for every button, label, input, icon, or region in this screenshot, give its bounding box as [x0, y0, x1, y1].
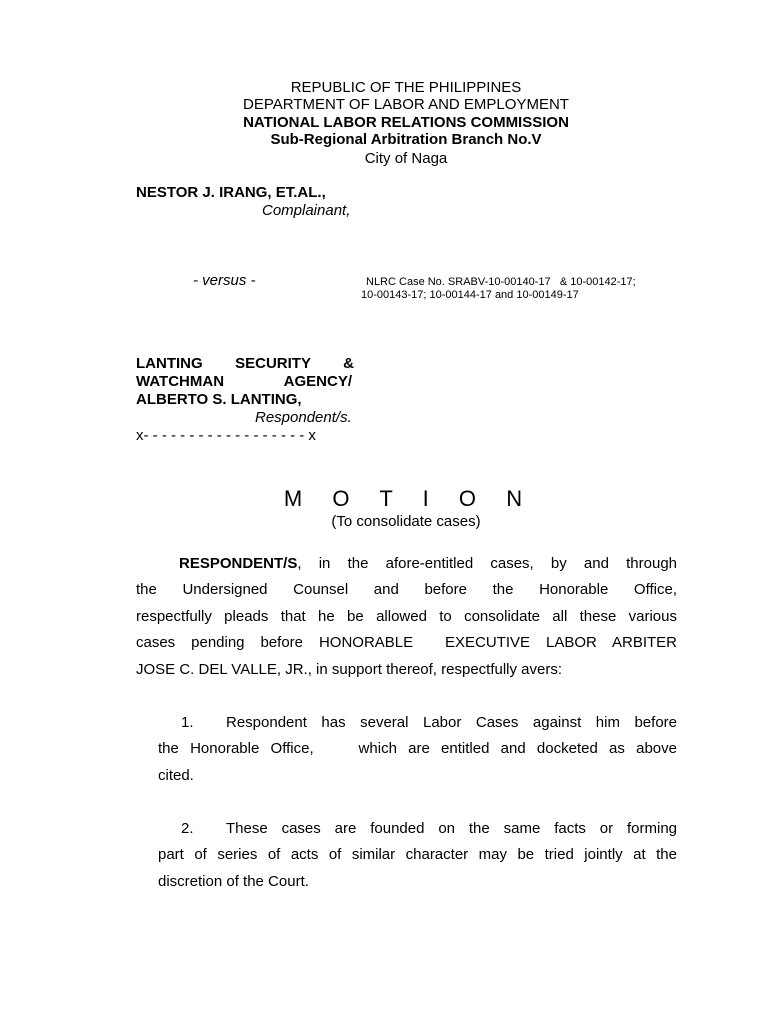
motion-subtitle: (To consolidate cases)	[331, 513, 481, 530]
intro-line1-rest: , in the afore-entitled cases, by and through	[297, 555, 677, 572]
respondent-line2: WATCHMAN AGENCY/	[136, 373, 352, 390]
intro-line3: respectfully pleads that he be allowed to consolidate all these various	[136, 608, 677, 625]
header-republic: REPUBLIC OF THE PHILIPPINES	[290, 79, 522, 96]
respondent-label: Respondent/s.	[255, 409, 352, 426]
item-2-line2: part of series of acts of similar character may be tried jointly at the	[158, 846, 677, 863]
header-branch: Sub-Regional Arbitration Branch No.V	[270, 131, 542, 148]
intro-line5: JOSE C. DEL VALLE, JR., in support thereof, respectfully avers:	[136, 661, 563, 678]
item-1-line1: Respondent has several Labor Cases against him before	[226, 714, 677, 731]
header-department: DEPARTMENT OF LABOR AND EMPLOYMENT	[243, 96, 569, 113]
intro-lead: RESPONDENT/S	[179, 555, 298, 572]
item-1-line3: cited.	[158, 767, 194, 784]
item-1-number: 1.	[181, 714, 194, 731]
versus-label: - versus -	[193, 272, 256, 289]
intro-line2: the Undersigned Counsel and before the Honorable Office,	[136, 581, 677, 598]
intro-line4: cases pending before HONORABLE EXECUTIVE LABOR ARBITER	[136, 634, 677, 651]
complainant-label: Complainant,	[262, 202, 351, 219]
respondent-line3: ALBERTO S. LANTING,	[136, 391, 302, 408]
respondent-line1: LANTING SECURITY &	[136, 355, 354, 372]
header-commission: NATIONAL LABOR RELATIONS COMMISSION	[243, 114, 569, 131]
intro-line1	[179, 555, 677, 572]
item-2-line3: discretion of the Court.	[158, 873, 309, 890]
item-1-line2: the Honorable Office, which are entitled and docketed as above	[158, 740, 677, 757]
header-city: City of Naga	[364, 150, 448, 167]
item-2-number: 2.	[181, 820, 194, 837]
item-2-line1: These cases are founded on the same facts or forming	[226, 820, 677, 837]
complainant-name: NESTOR J. IRANG, ET.AL.,	[136, 184, 326, 201]
caption-separator: x- - - - - - - - - - - - - - - - - - x	[136, 427, 316, 444]
case-number-line2: 10-00143-17; 10-00144-17 and 10-00149-17	[361, 289, 579, 301]
motion-title: M O T I O N	[283, 486, 529, 511]
case-number-line1: NLRC Case No. SRABV-10-00140-17 & 10-00142-17;	[366, 276, 636, 288]
